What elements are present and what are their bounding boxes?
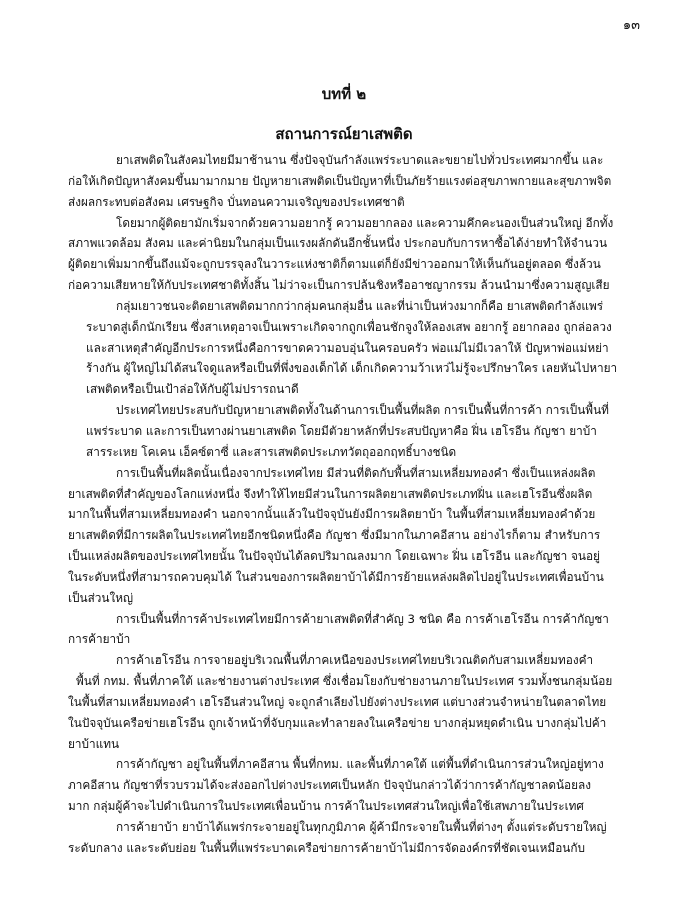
- text-line: เป็นแหล่งผลิตของประเทศไทยนั้น ในปัจจุบันได้ลดปริมาณลงมาก โดยเฉพาะ ฝิ่น เฮโรอีน และกัญชา จนอยู่: [68, 549, 600, 564]
- page-number: ๑๓: [622, 18, 640, 33]
- text-line: ยาบ้าแทน: [68, 736, 120, 751]
- text-line: การค้ากัญชา อยู่ในพื้นที่ภาคอีสาน พื้นที่กทม. และพื้นที่ภาคใต้ แต่พื้นที่ดำเนินการส่วนใหญ่อยู่ทาง: [116, 757, 604, 772]
- text-line: ในปัจจุบันเครือข่ายเฮโรอีน ถูกเจ้าหน้าที่จับกุมและทำลายลงในเครือข่าย บางกลุ่มหยุดดำเนิน บางกลุ่มไปค้า: [68, 715, 607, 730]
- text-line: ส่งผลกระทบต่อสังคม เศรษฐกิจ บั่นทอนความเจริญของประเทศชาติ: [68, 194, 405, 209]
- text-line: ยาเสพติดที่สำคัญของโลกแห่งหนึ่ง จึงทำให้ไทยมีส่วนในการผลิตยาเสพติดประเภทฝิ่น และเฮโรอีนซึ่งผลิต: [68, 486, 593, 501]
- body-text: [68, 150, 628, 859]
- text-line: ผู้ติดยาเพิ่มมากขึ้นถึงแม้จะถูกบรรจุลงในวาระแห่งชาติก็ตามแต่ก็ยังมีข่าวออกมาให้เห็นกันอยู่ตลอด ซึ่งล้วน: [68, 257, 601, 272]
- text-line: โดยมากผู้ติดยามักเริ่มจากด้วยความอยากรู้ ความอยากลอง และความคึกคะนองเป็นส่วนใหญ่ อีกทั้ง: [116, 215, 614, 230]
- text-line: การค้ายาบ้า ยาบ้าได้แพร่กระจายอยู่ในทุกภูมิภาค ผู้ค้ามีกระจายในพื้นที่ต่างๆ ตั้งแต่ระดับรายใหญ่: [116, 820, 607, 834]
- text-line: ในพื้นที่สามเหลี่ยมทองคำ เฮโรอีนส่วนใหญ่ จะถูกลำเลียงไปยังต่างประเทศ แต่บางส่วนจำหน่ายในตลาดไทย: [68, 694, 607, 709]
- text-line: ร้างกัน ผู้ใหญ่ไม่ได้สนใจดูแลหรือเป็นที่พึ่งของเด็กได้ เด็กเกิดความว้าเหว่ไม่รู้จะปรึกษาใคร เลยหันไปหายา: [86, 361, 618, 376]
- chapter-heading: บทที่ ๒: [321, 85, 367, 103]
- text-line: แพร่ระบาด และการเป็นทางผ่านยาเสพติด โดยมีตัวยาหลักที่ประสบปัญหาคือ ฝิ่น เฮโรอีน กัญชา ยาบ้า: [86, 423, 597, 438]
- text-line: พื้นที่ กทม. พื้นที่ภาคใต้ และช่ายงานต่างประเทศ ซึ่งเชื่อมโยงกับช่ายงานภายในประเทศ รวมทั้งชนกลุ่มน้อย: [76, 674, 613, 689]
- text-line: มากในพื้นที่สามเหลี่ยมทองคำ นอกจากนั้นแล้วในปัจจุบันยังมีการผลิตยาบ้า ในพื้นที่สามเหลี่ยมทองคำด้วย: [68, 507, 596, 522]
- text-line: เสพติดหรือเป็นเป้าล่อให้กับผู้ไม่ปรารถนาดี: [86, 382, 299, 397]
- text-line: สภาพแวดล้อม สังคม และค่านิยมในกลุ่มเป็นแรงผลักดันอีกชั้นหนึ่ง ประกอบกับการหาซื้อได้ง่ายทำให้จำนวน: [68, 236, 608, 251]
- text-line: ยาเสพติดในสังคมไทยมีมาช้านาน ซึ่งปัจจุบันกำลังแพร่ระบาดและขยายไปทั่วประเทศมากขึ้น และ: [116, 153, 604, 167]
- text-line: ในระดับหนึ่งที่สามารถควบคุมได้ ในส่วนของการผลิตยาบ้าได้มีการย้ายแหล่งผลิตไปอยู่ในประเทศเพื่อนบ้าน: [68, 569, 604, 584]
- text-line: ภาคอีสาน กัญชาที่รวบรวมได้จะส่งออกไปต่างประเทศเป็นหลัก ปัจจุบันกล่าวได้ว่าการค้ากัญชาลดน้อยลง: [68, 778, 592, 793]
- text-line: กลุ่มเยาวชนจะติดยาเสพติดมากกว่ากลุ่มคนกลุ่มอื่น และที่น่าเป็นห่วงมากก็คือ ยาเสพติดกำลังแพร่: [116, 298, 604, 313]
- text-line: ก่อให้เกิดปัญหาสังคมขึ้นมามากมาย ปัญหายาเสพติดเป็นปัญหาที่เป็นภัยร้ายแรงต่อสุขภาพกายและสุขภาพจิต: [68, 173, 612, 188]
- text-line: การค้าเฮโรอีน การจายอยู่บริเวณพื้นที่ภาคเหนือของประเทศไทยบริเวณติดกับสามเหลี่ยมทองคำ: [116, 653, 594, 668]
- text-line: สารระเหย โคเคน เอ็คซ์ตาซี่ และสารเสพติดประเภทวัตถุออกฤทธิ์บางชนิด: [86, 444, 457, 459]
- text-line: และสาเหตุสำคัญอีกประการหนึ่งคือการขาดความอบอุ่นในครอบครัว พ่อแม่ไม่มีเวลาให้ ปัญหาพ่อแม่หย่า: [86, 340, 609, 355]
- text-line: เป็นส่วนใหญ่: [68, 590, 134, 605]
- text-line: มาก กลุ่มผู้ค้าจะไปดำเนินการในประเทศเพื่อนบ้าน การค้าในประเทศส่วนใหญ่เพื่อใช้เสพภายในประเทศ: [68, 799, 584, 814]
- text-line: การค้ายาบ้า: [68, 632, 131, 647]
- text-line: ยาเสพติดที่มีการผลิตในประเทศไทยอีกชนิดหนึ่งคือ กัญชา ซึ่งมีมากในภาคอีสาน อย่างไรก็ตาม สำหรับการ: [68, 528, 601, 543]
- text-line: ระดับกลาง และระดับย่อย ในพื้นที่แพร่ระบาดเครือข่ายการค้ายาบ้าไม่มีการจัดองค์กรที่ชัดเจนเหมือนกับ: [68, 840, 585, 855]
- text-line: ก่อความเสียหายให้กับประเทศชาติทั้งสิ้น ไม่ว่าจะเป็นการปล้นชิงหรืออาชญากรรม ล้วนนำมาซึ่งความสูญเสีย: [68, 278, 610, 293]
- text-line: ประเทศไทยประสบกับปัญหายาเสพติดทั้งในด้านการเป็นพื้นที่ผลิต การเป็นพื้นที่การค้า การเป็นพื้นที่: [116, 403, 609, 418]
- text-line: การเป็นพื้นที่การค้าประเทศไทยมีการค้ายาเสพติดที่สำคัญ 3 ชนิด คือ การค้าเฮโรอีน การค้ากัญชา: [116, 611, 609, 626]
- text-line: ระบาดสู่เด็กนักเรียน ซึ่งสาเหตุอาจเป็นเพราะเกิดจากถูกเพื่อนชักจูงให้ลองเสพ อยากรู้ อยากลอง ถูกล่อลวง: [86, 319, 612, 334]
- text-line: การเป็นพื้นที่ผลิตนั้นเนื่องจากประเทศไทย มีส่วนที่ติดกับพื้นที่สามเหลี่ยมทองคำ ซึ่งเป็นแหล่งผลิต: [116, 465, 596, 480]
- section-title: สถานการณ์ยาเสพติด: [275, 125, 413, 143]
